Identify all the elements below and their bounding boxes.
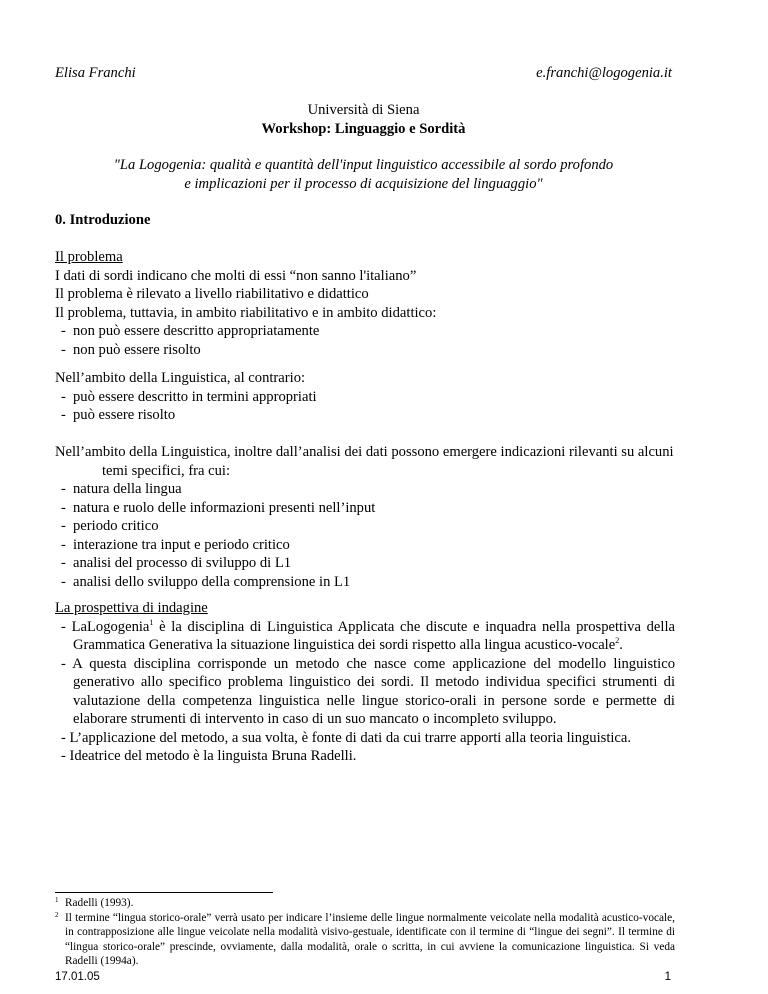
author-name: Elisa Franchi xyxy=(55,65,136,81)
prospettiva-text: La xyxy=(71,618,87,635)
list-item-text: analisi dello sviluppo della comprensione in L1 xyxy=(73,573,351,590)
list-item: - periodo critico xyxy=(61,518,159,534)
prospettiva-text: è la disciplina di Linguistica Applicata che discute e inquadra nella prospettiva della Grammatica Generativa la situazione linguistica dei sordi rispetto alla lingua acustico-vocale xyxy=(73,618,675,653)
prospettiva-text: L’applicazione del metodo, a sua volta, è fonte di dati da cui trarre apporti alla teoria linguistica. xyxy=(69,729,632,746)
prospettiva-item: - A questa disciplina corrisponde un metodo che nasce come applicazione del modello linguistico generativo allo specifico problema linguistico dei sordi. Il metodo individua specifici strumenti di valutazione della competenza linguistica nelle lingue storico-orali in persone sorde e permette di elaborare strumenti di intervento in caso di un suo mancato o incompleto sviluppo. xyxy=(61,655,676,727)
list-item: - non può essere risolto xyxy=(61,341,201,358)
problema-line: I dati di sordi indicano che molti di essi “non sanno l'italiano” xyxy=(55,267,417,284)
paper-title-line-1: "La Logogenia: qualità e quantità dell'input linguistico accessibile al sordo profondo xyxy=(113,157,614,173)
problema-subheading: Il problema xyxy=(55,249,123,265)
footnote-text: Il termine “lingua storico-orale” verrà usato per indicare l’insieme delle lingue normalmente veicolate nella modalità acustico-vocale, in contrapposizione alle lingue veicolate nella modalità visivo-gestuale, identificate con il termine di “lingue dei segni”. Il termine di “lingua storico-orale” prescinde, ovviamente, dalla modalità, orale o scritta, in cui avviene la comunicazione linguistica. Si veda Radelli (1994a). xyxy=(65,911,675,968)
list-item-text: può essere risolto xyxy=(73,407,176,423)
university-name: Università di Siena xyxy=(307,102,420,118)
list-item-text: non può essere descritto appropriatamente xyxy=(73,323,320,339)
problema-block xyxy=(55,248,675,359)
page-number: 1 xyxy=(664,971,671,983)
footnote-text: Radelli (1993). xyxy=(65,897,134,909)
list-item-text: periodo critico xyxy=(73,518,159,534)
list-item: - può essere descritto in termini appropriati xyxy=(61,388,317,405)
footnote-ref-2: 2 xyxy=(615,636,620,646)
list-item-text: può essere descritto in termini appropriati xyxy=(73,388,317,405)
list-item: - può essere risolto xyxy=(61,407,176,423)
linguistica-block-2 xyxy=(55,443,675,591)
prospettiva-text: . xyxy=(619,637,623,653)
section-heading: 0. Introduzione xyxy=(55,212,151,228)
footnote xyxy=(55,896,675,911)
footer-date: 17.01.05 xyxy=(55,971,100,983)
list-item-text: non può essere risolto xyxy=(73,341,201,358)
prospettiva-text: A questa disciplina corrisponde un metodo che nasce come applicazione del modello linguistico generativo allo specifico problema linguistico dei sordi. Il metodo individua specifici strumenti di valutazione della competenza linguistica nelle lingue storico-orali in persone sorde e permette di elaborare strumenti di intervento in caso di un suo mancato o incompleto sviluppo. xyxy=(72,655,676,727)
list-item-text: natura della lingua xyxy=(73,481,182,497)
prospettiva-block xyxy=(55,599,675,766)
workshop-title: Workshop: Linguaggio e Sordità xyxy=(261,121,466,137)
prospettiva-item: - L’applicazione del metodo, a sua volta, è fonte di dati da cui trarre apporti alla teoria linguistica. xyxy=(61,729,632,746)
footnote-ref-1: 1 xyxy=(149,617,154,627)
list-item-text: interazione tra input e periodo critico xyxy=(73,536,290,553)
list-item: - natura e ruolo delle informazioni presenti nell’input xyxy=(61,499,376,516)
author-email: e.franchi@logogenia.it xyxy=(536,65,672,81)
linguistica-intro: Nell’ambito della Linguistica, inoltre dall’analisi dei dati possono emergere indicazioni rilevanti su alcuni xyxy=(55,444,674,460)
prospettiva-text: Ideatrice del metodo è la linguista Bruna Radelli. xyxy=(69,748,357,764)
problema-line: Il problema è rilevato a livello riabilitativo e didattico xyxy=(55,286,369,302)
footnote-separator xyxy=(55,892,273,893)
prospettiva-item: - LaLogogenia$^1$ è la disciplina di Linguistica Applicata che discute e inquadra nella prospettiva della Grammatica Generativa la situazione linguistica dei sordi rispetto alla lingua acustico-vocale$^2$. xyxy=(61,617,675,653)
prospettiva-subheading: La prospettiva di indagine xyxy=(55,600,208,616)
list-item: - non può essere descritto appropriatamente xyxy=(61,323,320,339)
list-item: - analisi dello sviluppo della comprensione in L1 xyxy=(61,573,351,590)
logogenia-term: Logogenia xyxy=(86,618,150,635)
prospettiva-item: - Ideatrice del metodo è la linguista Bruna Radelli. xyxy=(61,748,357,764)
list-item-text: natura e ruolo delle informazioni presenti nell’input xyxy=(73,499,376,516)
footnotes xyxy=(55,896,675,969)
list-item: - interazione tra input e periodo critico xyxy=(61,536,290,553)
problema-line: Il problema, tuttavia, in ambito riabilitativo e in ambito didattico: xyxy=(55,304,437,321)
footnote-mark: 2 xyxy=(55,910,59,919)
footnote xyxy=(55,911,675,969)
list-item-text: analisi del processo di sviluppo di L1 xyxy=(73,555,292,571)
footnote-mark: 1 xyxy=(55,896,59,904)
list-item: - natura della lingua xyxy=(61,481,182,497)
list-item: - analisi del processo di sviluppo di L1 xyxy=(61,555,292,571)
linguistica-intro: Nell’ambito della Linguistica, al contrario: xyxy=(55,370,306,386)
paper-title-line-2: e implicazioni per il processo di acquisizione del linguaggio" xyxy=(184,176,543,192)
linguistica-intro-continued: temi specifici, fra cui: xyxy=(102,462,231,479)
linguistica-block-1 xyxy=(55,369,675,425)
